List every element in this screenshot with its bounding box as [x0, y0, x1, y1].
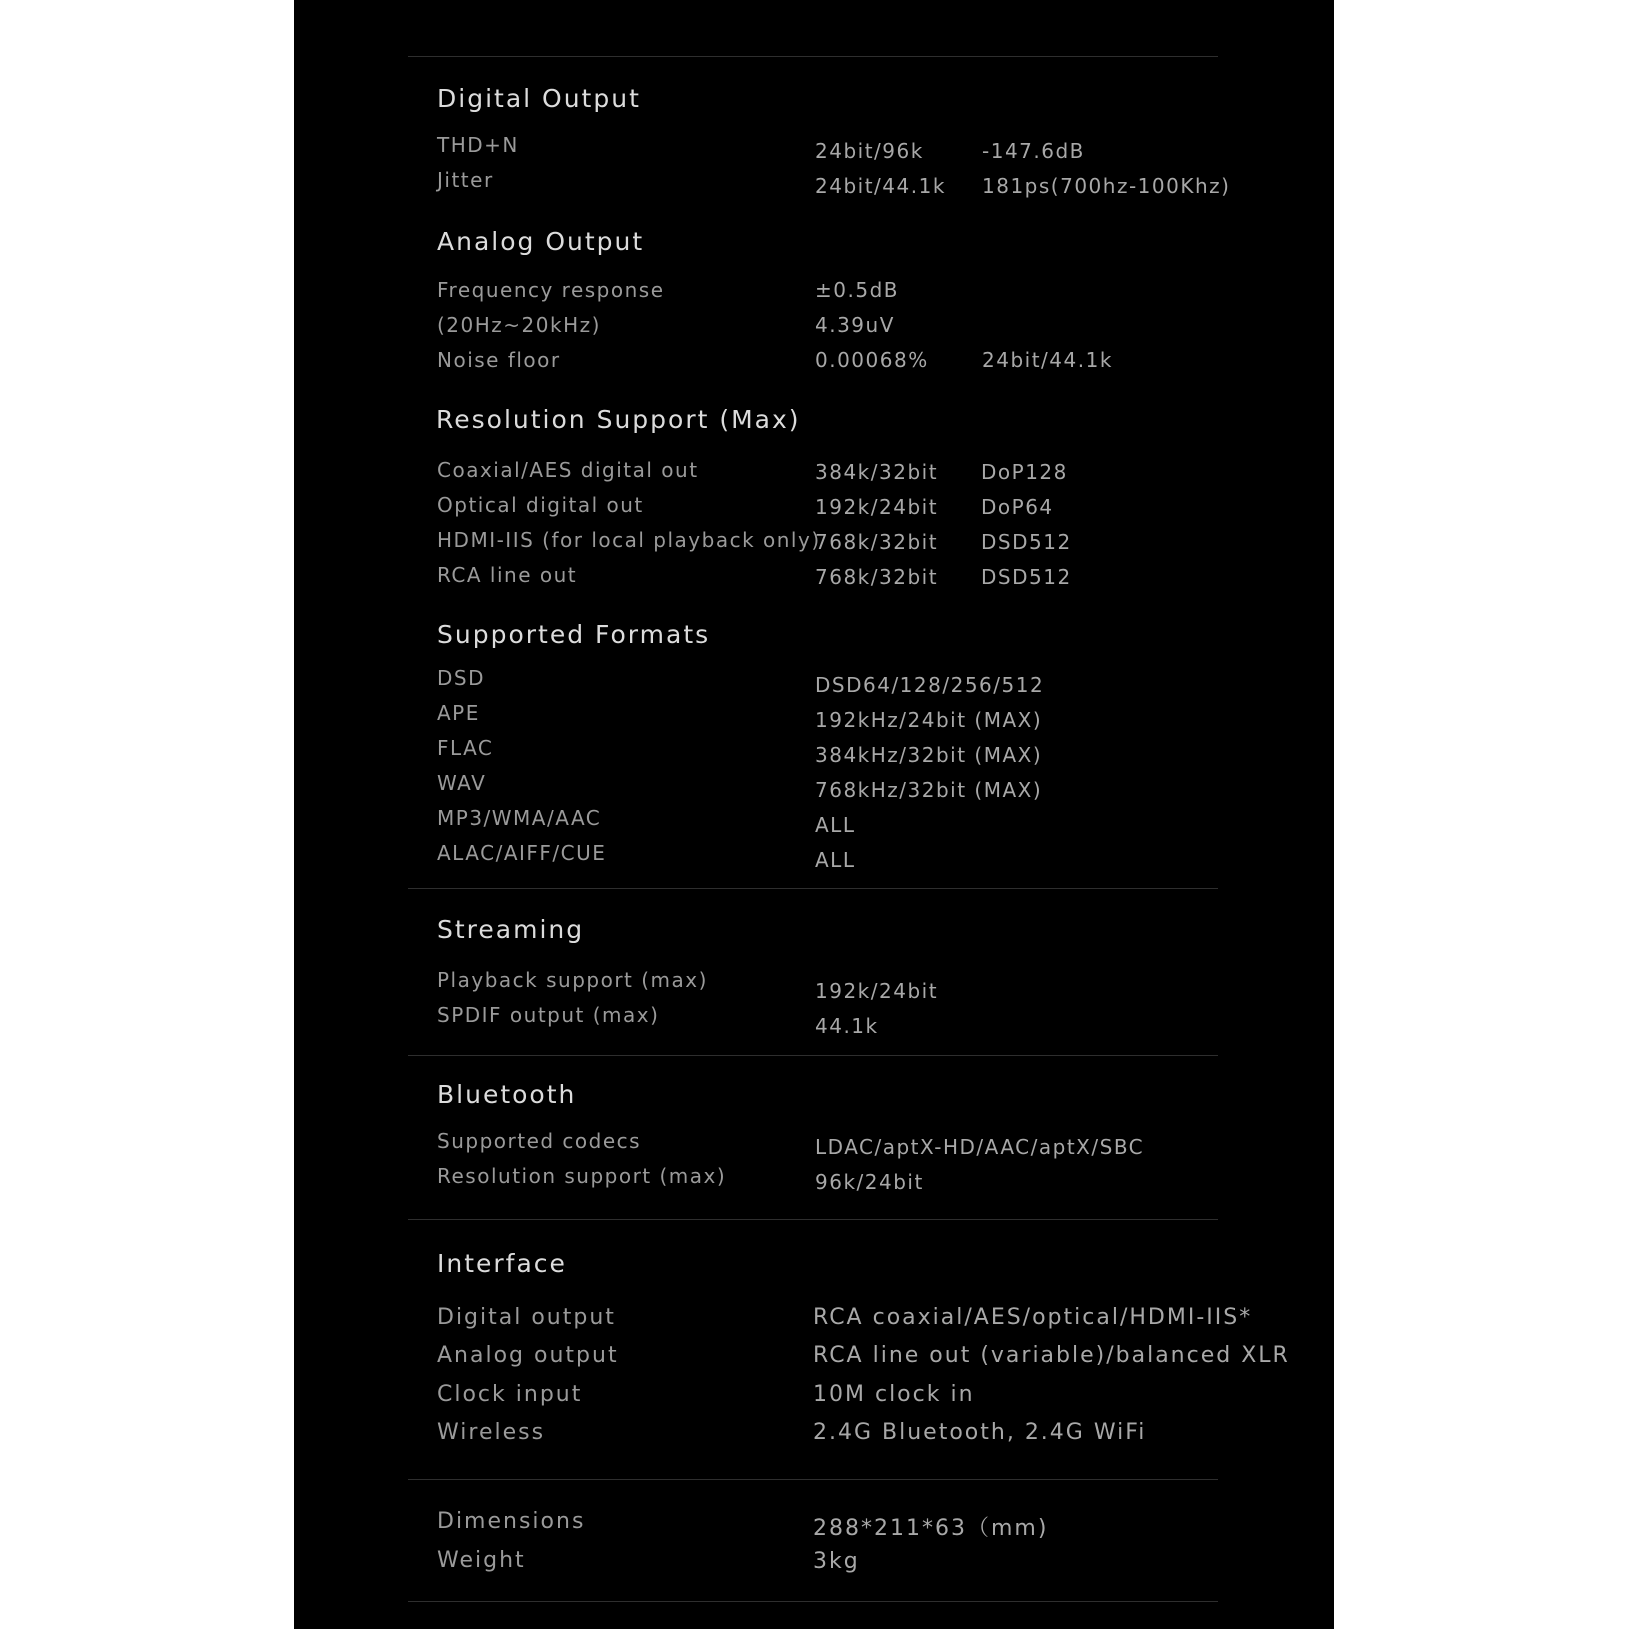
label-optical: Optical digital out: [437, 493, 644, 517]
label-format-dsd: DSD: [437, 666, 485, 690]
label-frequency-response: Frequency response: [437, 278, 665, 302]
value-analog-output: RCA line out (variable)/balanced XLR: [813, 1343, 1290, 1368]
value-frequency-response: ±0.5dB: [815, 278, 899, 302]
value-format-dsd: DSD64/128/256/512: [815, 673, 1045, 697]
label-format-ape: APE: [437, 701, 480, 725]
spec-panel: [294, 0, 1334, 1629]
label-analog-output: Analog output: [437, 1343, 619, 1368]
value-spdif-output: 44.1k: [815, 1014, 879, 1038]
value-format-ape: 192kHz/24bit (MAX): [815, 708, 1043, 732]
value-wireless: 2.4G Bluetooth, 2.4G WiFi: [813, 1420, 1147, 1445]
value-format-wav: 768kHz/32bit (MAX): [815, 778, 1043, 802]
label-format-alac-aiff-cue: ALAC/AIFF/CUE: [437, 841, 607, 865]
label-frequency-range: (20Hz~20kHz): [437, 313, 601, 337]
label-spdif-output: SPDIF output (max): [437, 1003, 660, 1027]
divider-bottom: [408, 1601, 1218, 1602]
label-playback-support: Playback support (max): [437, 968, 708, 992]
label-dimensions: Dimensions: [437, 1509, 586, 1534]
value-rca-dsd: DSD512: [981, 565, 1072, 589]
label-digital-output: Digital output: [437, 1305, 616, 1330]
value-resolution-support-max: 96k/24bit: [815, 1170, 924, 1194]
label-weight: Weight: [437, 1548, 526, 1573]
label-noise-floor: Noise floor: [437, 348, 561, 372]
value-supported-codecs: LDAC/aptX-HD/AAC/aptX/SBC: [815, 1135, 1145, 1159]
divider-interface: [408, 1219, 1218, 1220]
value-optical-pcm: 192k/24bit: [815, 495, 939, 519]
label-resolution-support-max: Resolution support (max): [437, 1164, 727, 1188]
value-coaxial-pcm: 384k/32bit: [815, 460, 939, 484]
value-digital-output: RCA coaxial/AES/optical/HDMI-IIS*: [813, 1305, 1253, 1330]
value-optical-dsd: DoP64: [981, 495, 1054, 519]
value-coaxial-dsd: DoP128: [981, 460, 1068, 484]
value-format-alac-aiff-cue: ALL: [815, 848, 856, 872]
value-dimensions: 288*211*63（mm): [813, 1516, 1049, 1541]
value-thd-n: -147.6dB: [982, 139, 1085, 163]
label-supported-codecs: Supported codecs: [437, 1129, 642, 1153]
value-thd-n-format: 24bit/96k: [815, 139, 924, 163]
value-noise-uv: 4.39uV: [815, 313, 895, 337]
label-coaxial-aes: Coaxial/AES digital out: [437, 458, 699, 482]
value-rca-pcm: 768k/32bit: [815, 565, 939, 589]
label-format-wav: WAV: [437, 771, 487, 795]
value-clock-input: 10M clock in: [813, 1382, 975, 1407]
divider-bluetooth: [408, 1055, 1218, 1056]
section-title-bluetooth: Bluetooth: [437, 1080, 577, 1109]
section-title-resolution-support: Resolution Support (Max): [436, 405, 801, 434]
section-title-digital-output: Digital Output: [437, 84, 641, 113]
label-format-mp3-wma-aac: MP3/WMA/AAC: [437, 806, 602, 830]
divider-physical: [408, 1479, 1218, 1480]
value-playback-support: 192k/24bit: [815, 979, 939, 1003]
label-rca-line-out: RCA line out: [437, 563, 578, 587]
value-hdmi-pcm: 768k/32bit: [815, 530, 939, 554]
section-title-streaming: Streaming: [437, 915, 585, 944]
divider-top: [408, 56, 1218, 57]
section-title-interface: Interface: [437, 1249, 567, 1278]
value-weight: 3kg: [813, 1549, 860, 1574]
value-jitter: 181ps(700hz-100Khz): [982, 174, 1231, 198]
value-noise-floor-format: 24bit/44.1k: [982, 348, 1113, 372]
value-format-mp3-wma-aac: ALL: [815, 813, 856, 837]
section-title-analog-output: Analog Output: [437, 227, 645, 256]
value-jitter-format: 24bit/44.1k: [815, 174, 946, 198]
value-format-flac: 384kHz/32bit (MAX): [815, 743, 1043, 767]
label-hdmi-iis: HDMI-IIS (for local playback only): [437, 528, 821, 552]
section-title-supported-formats: Supported Formats: [437, 620, 711, 649]
label-format-flac: FLAC: [437, 736, 494, 760]
value-noise-floor: 0.00068%: [815, 348, 929, 372]
divider-streaming: [408, 888, 1218, 889]
label-thd-n: THD+N: [437, 133, 519, 157]
value-hdmi-dsd: DSD512: [981, 530, 1072, 554]
label-clock-input: Clock input: [437, 1382, 583, 1407]
label-wireless: Wireless: [437, 1420, 546, 1445]
label-jitter: Jitter: [437, 168, 494, 192]
